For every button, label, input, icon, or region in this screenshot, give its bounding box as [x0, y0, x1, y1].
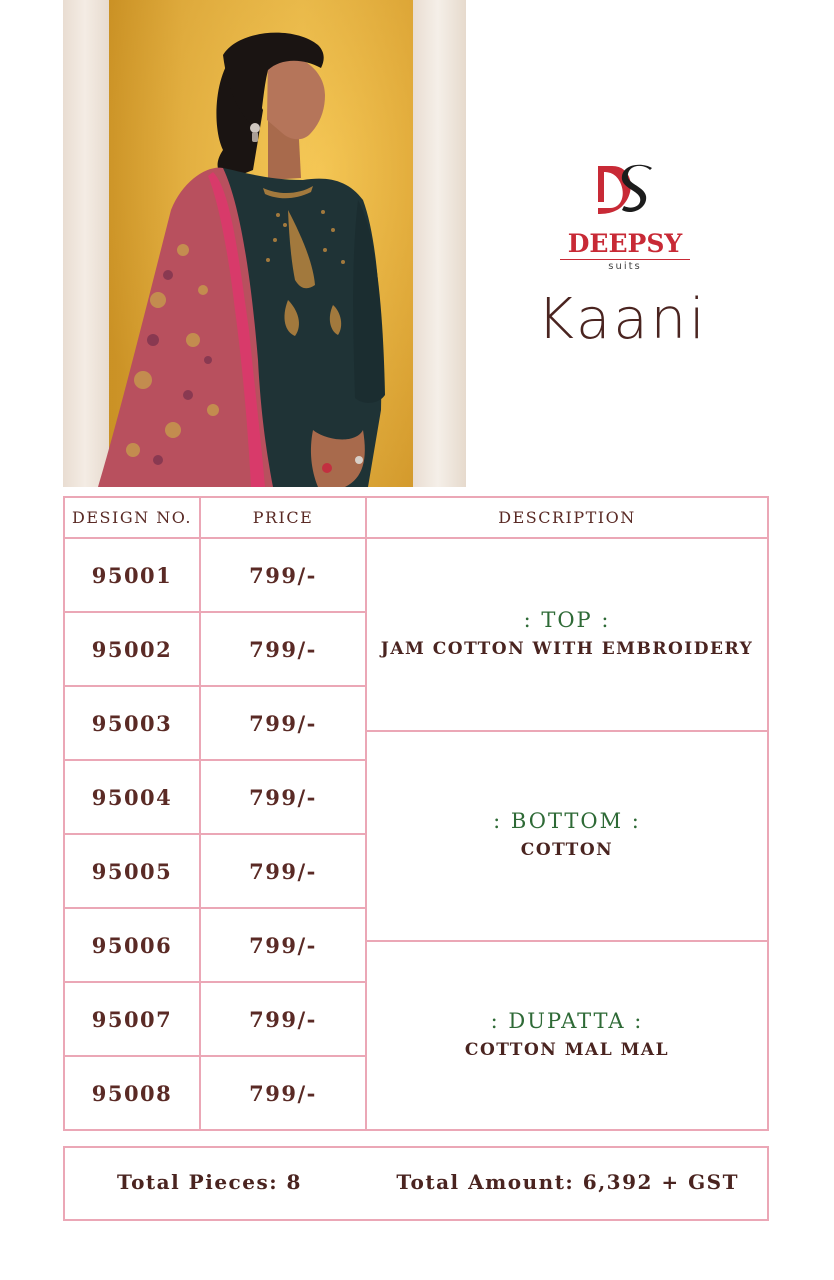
description-dupatta [367, 942, 767, 1129]
brand-divider [560, 259, 690, 260]
description-top [367, 539, 767, 732]
design-no-cell: 95005 [65, 835, 201, 909]
design-no-cell: 95003 [65, 687, 201, 761]
design-no-cell: 95007 [65, 983, 201, 1057]
design-no-cell: 95006 [65, 909, 201, 983]
design-no-cell: 95004 [65, 761, 201, 835]
product-photo [63, 0, 466, 487]
description-label: : TOP : [523, 607, 611, 632]
price-cell: 799/- [201, 761, 367, 835]
catalog-table [63, 496, 769, 1131]
description-label: : DUPATTA : [490, 1008, 644, 1033]
description-value: JAM COTTON WITH EMBROIDERY [380, 638, 754, 659]
collection-title: Kaani [537, 287, 708, 352]
model-illustration [63, 0, 466, 487]
price-cell: 799/- [201, 835, 367, 909]
design-no-cell: 95008 [65, 1057, 201, 1129]
price-cell: 799/- [201, 539, 367, 613]
header-design-no: DESIGN NO. [65, 498, 201, 539]
price-cell: 799/- [201, 909, 367, 983]
header-price: PRICE [201, 498, 367, 539]
deepsy-logo-icon [592, 160, 656, 220]
price-cell: 799/- [201, 1057, 367, 1129]
description-value: COTTON MAL MAL [464, 1039, 670, 1060]
price-cell: 799/- [201, 687, 367, 761]
brand-name: DEEPSY [567, 229, 683, 258]
description-value: COTTON [520, 840, 614, 860]
price-cell: 799/- [201, 613, 367, 687]
design-no-cell: 95001 [65, 539, 201, 613]
price-cell: 799/- [201, 983, 367, 1057]
total-pieces: Total Pieces: 8 [117, 1170, 302, 1194]
brand-subtitle: suits [608, 261, 642, 272]
description-bottom [367, 732, 767, 942]
totals-bar [63, 1146, 769, 1221]
design-no-cell: 95002 [65, 613, 201, 687]
description-label: : BOTTOM : [493, 809, 641, 833]
total-amount: Total Amount: 6,392 + GST [396, 1170, 739, 1194]
header-description: DESCRIPTION [367, 498, 767, 539]
